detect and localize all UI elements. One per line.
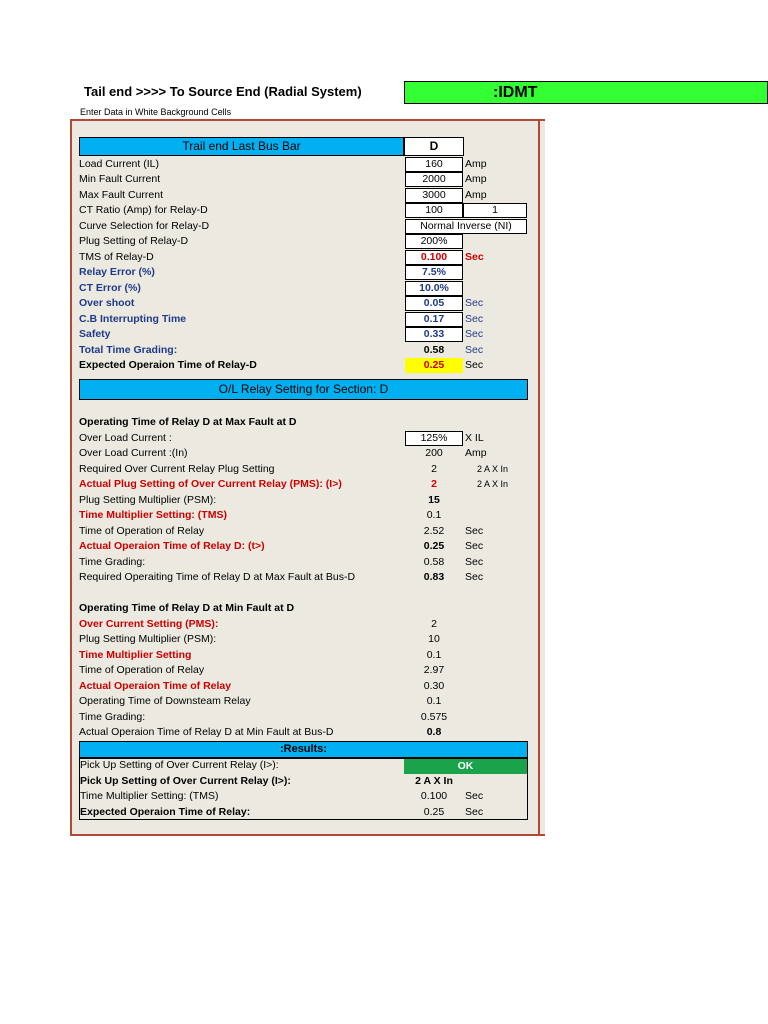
section-header: O/L Relay Setting for Section: D [79, 379, 528, 400]
min-fault-row: Actual Operaion Time of Relay D at Min Fault at Bus-D 0.8 [79, 726, 442, 738]
cb-time-input[interactable]: 0.17 [405, 312, 463, 327]
result-row: Expected Operaion Time of Relay: 0.25 Sec [80, 806, 484, 818]
input-row-ct-ratio: CT Ratio (Amp) for Relay-D 100 1 [79, 203, 539, 218]
total-grading-value: 0.58 [423, 344, 445, 356]
max-fault-row: Required Over Current Relay Plug Setting 2 2 A X In [79, 463, 509, 475]
bus-name-cell[interactable]: D [404, 137, 464, 156]
curve-select[interactable]: Normal Inverse (NI) [405, 219, 527, 234]
result-row: Pick Up Setting of Over Current Relay (I>): 2 A X In [80, 775, 453, 787]
max-fault-row: Required Operaiting Time of Relay D at Max Fault at Bus-D 0.83 Sec [79, 571, 484, 583]
input-section-header: Trail end Last Bus Bar [79, 137, 404, 156]
input-row-total-grading: Total Time Grading: 0.58 Sec [79, 344, 484, 356]
min-fault-title: Operating Time of Relay D at Min Fault at D [79, 602, 295, 614]
max-fault-row: Actual Plug Setting of Over Current Relay (PMS): (I>) 2 2 A X In [79, 478, 509, 490]
input-row-plug-setting: Plug Setting of Relay-D 200% [79, 234, 539, 249]
max-fault-row: Time Grading: 0.58 Sec [79, 556, 484, 568]
input-row-max-fault: Max Fault Current 3000 Amp [79, 189, 487, 201]
input-row-curve: Curve Selection for Relay-D Normal Inverse (NI) [79, 219, 539, 234]
max-fault-row: Plug Setting Multiplier (PSM): 15 [79, 494, 440, 506]
max-fault-row: Actual Operaion Time of Relay D: (t>) 0.25 Sec [79, 540, 484, 552]
input-row-safety: Safety 0.33 Sec [79, 328, 484, 340]
max-fault-title: Operating Time of Relay D at Max Fault at D [79, 416, 297, 428]
safety-input[interactable]: 0.33 [405, 327, 463, 342]
input-row-expected-time: Expected Operaion Time of Relay-D 0.25 Sec [79, 359, 484, 371]
ct-ratio-primary-input[interactable]: 100 [405, 203, 463, 218]
ok-status-badge: OK [404, 759, 527, 774]
input-row-cb-time: C.B Interrupting Time 0.17 Sec [79, 313, 484, 325]
min-fault-row: Operating Time of Downsteam Relay 0.1 [79, 695, 442, 707]
max-fault-row: Over Load Current :(In) 200 Amp [79, 447, 487, 459]
result-row: Pick Up Setting of Over Current Relay (I>): [80, 759, 279, 771]
input-row-relay-error: Relay Error (%) 7.5% [79, 265, 539, 280]
min-fault-row: Time Grading: 0.575 [79, 711, 448, 723]
input-row-load-current: Load Current (IL) 160 Amp [79, 158, 487, 170]
idmt-label: :IDMT [493, 84, 538, 101]
min-fault-row: Time Multiplier Setting 0.1 [79, 649, 442, 661]
sheet-title: Tail end >>>> To Source End (Radial System) [84, 84, 362, 99]
input-row-tms: TMS of Relay-D 0.100 Sec [79, 251, 484, 263]
load-current-input[interactable]: 160 [405, 157, 463, 172]
max-fault-input[interactable]: 3000 [405, 188, 463, 203]
sheet-instructions: Enter Data in White Background Cells [80, 107, 232, 117]
input-row-overshoot: Over shoot 0.05 Sec [79, 297, 484, 309]
tms-input[interactable]: 0.100 [405, 250, 463, 265]
min-fault-row: Over Current Setting (PMS): 2 [79, 618, 437, 630]
input-row-min-fault: Min Fault Current 2000 Amp [79, 173, 487, 185]
result-row: Time Multiplier Setting: (TMS) 0.100 Sec [80, 790, 484, 802]
ct-ratio-secondary-input[interactable]: 1 [463, 203, 527, 218]
min-fault-row: Time of Operation of Relay 2.97 [79, 664, 445, 676]
min-fault-input[interactable]: 2000 [405, 172, 463, 187]
relay-error-input[interactable]: 7.5% [405, 265, 463, 280]
max-fault-row: Over Load Current : 125% X IL [79, 432, 484, 444]
max-fault-row: Time Multiplier Setting: (TMS) 0.1 [79, 509, 442, 521]
idmt-banner [404, 81, 768, 104]
results-header: :Results: [79, 741, 528, 758]
max-fault-row: Time of Operation of Relay 2.52 Sec [79, 525, 484, 537]
input-row-ct-error: CT Error (%) 10.0% [79, 281, 539, 296]
plug-setting-input[interactable]: 200% [405, 234, 463, 249]
min-fault-row: Actual Operaion Time of Relay 0.30 [79, 680, 445, 692]
overload-percent-input[interactable]: 125% [405, 431, 463, 446]
overshoot-input[interactable]: 0.05 [405, 296, 463, 311]
ct-error-input[interactable]: 10.0% [405, 281, 463, 296]
min-fault-row: Plug Setting Multiplier (PSM): 10 [79, 633, 440, 645]
expected-time-value: 0.25 [405, 358, 463, 373]
